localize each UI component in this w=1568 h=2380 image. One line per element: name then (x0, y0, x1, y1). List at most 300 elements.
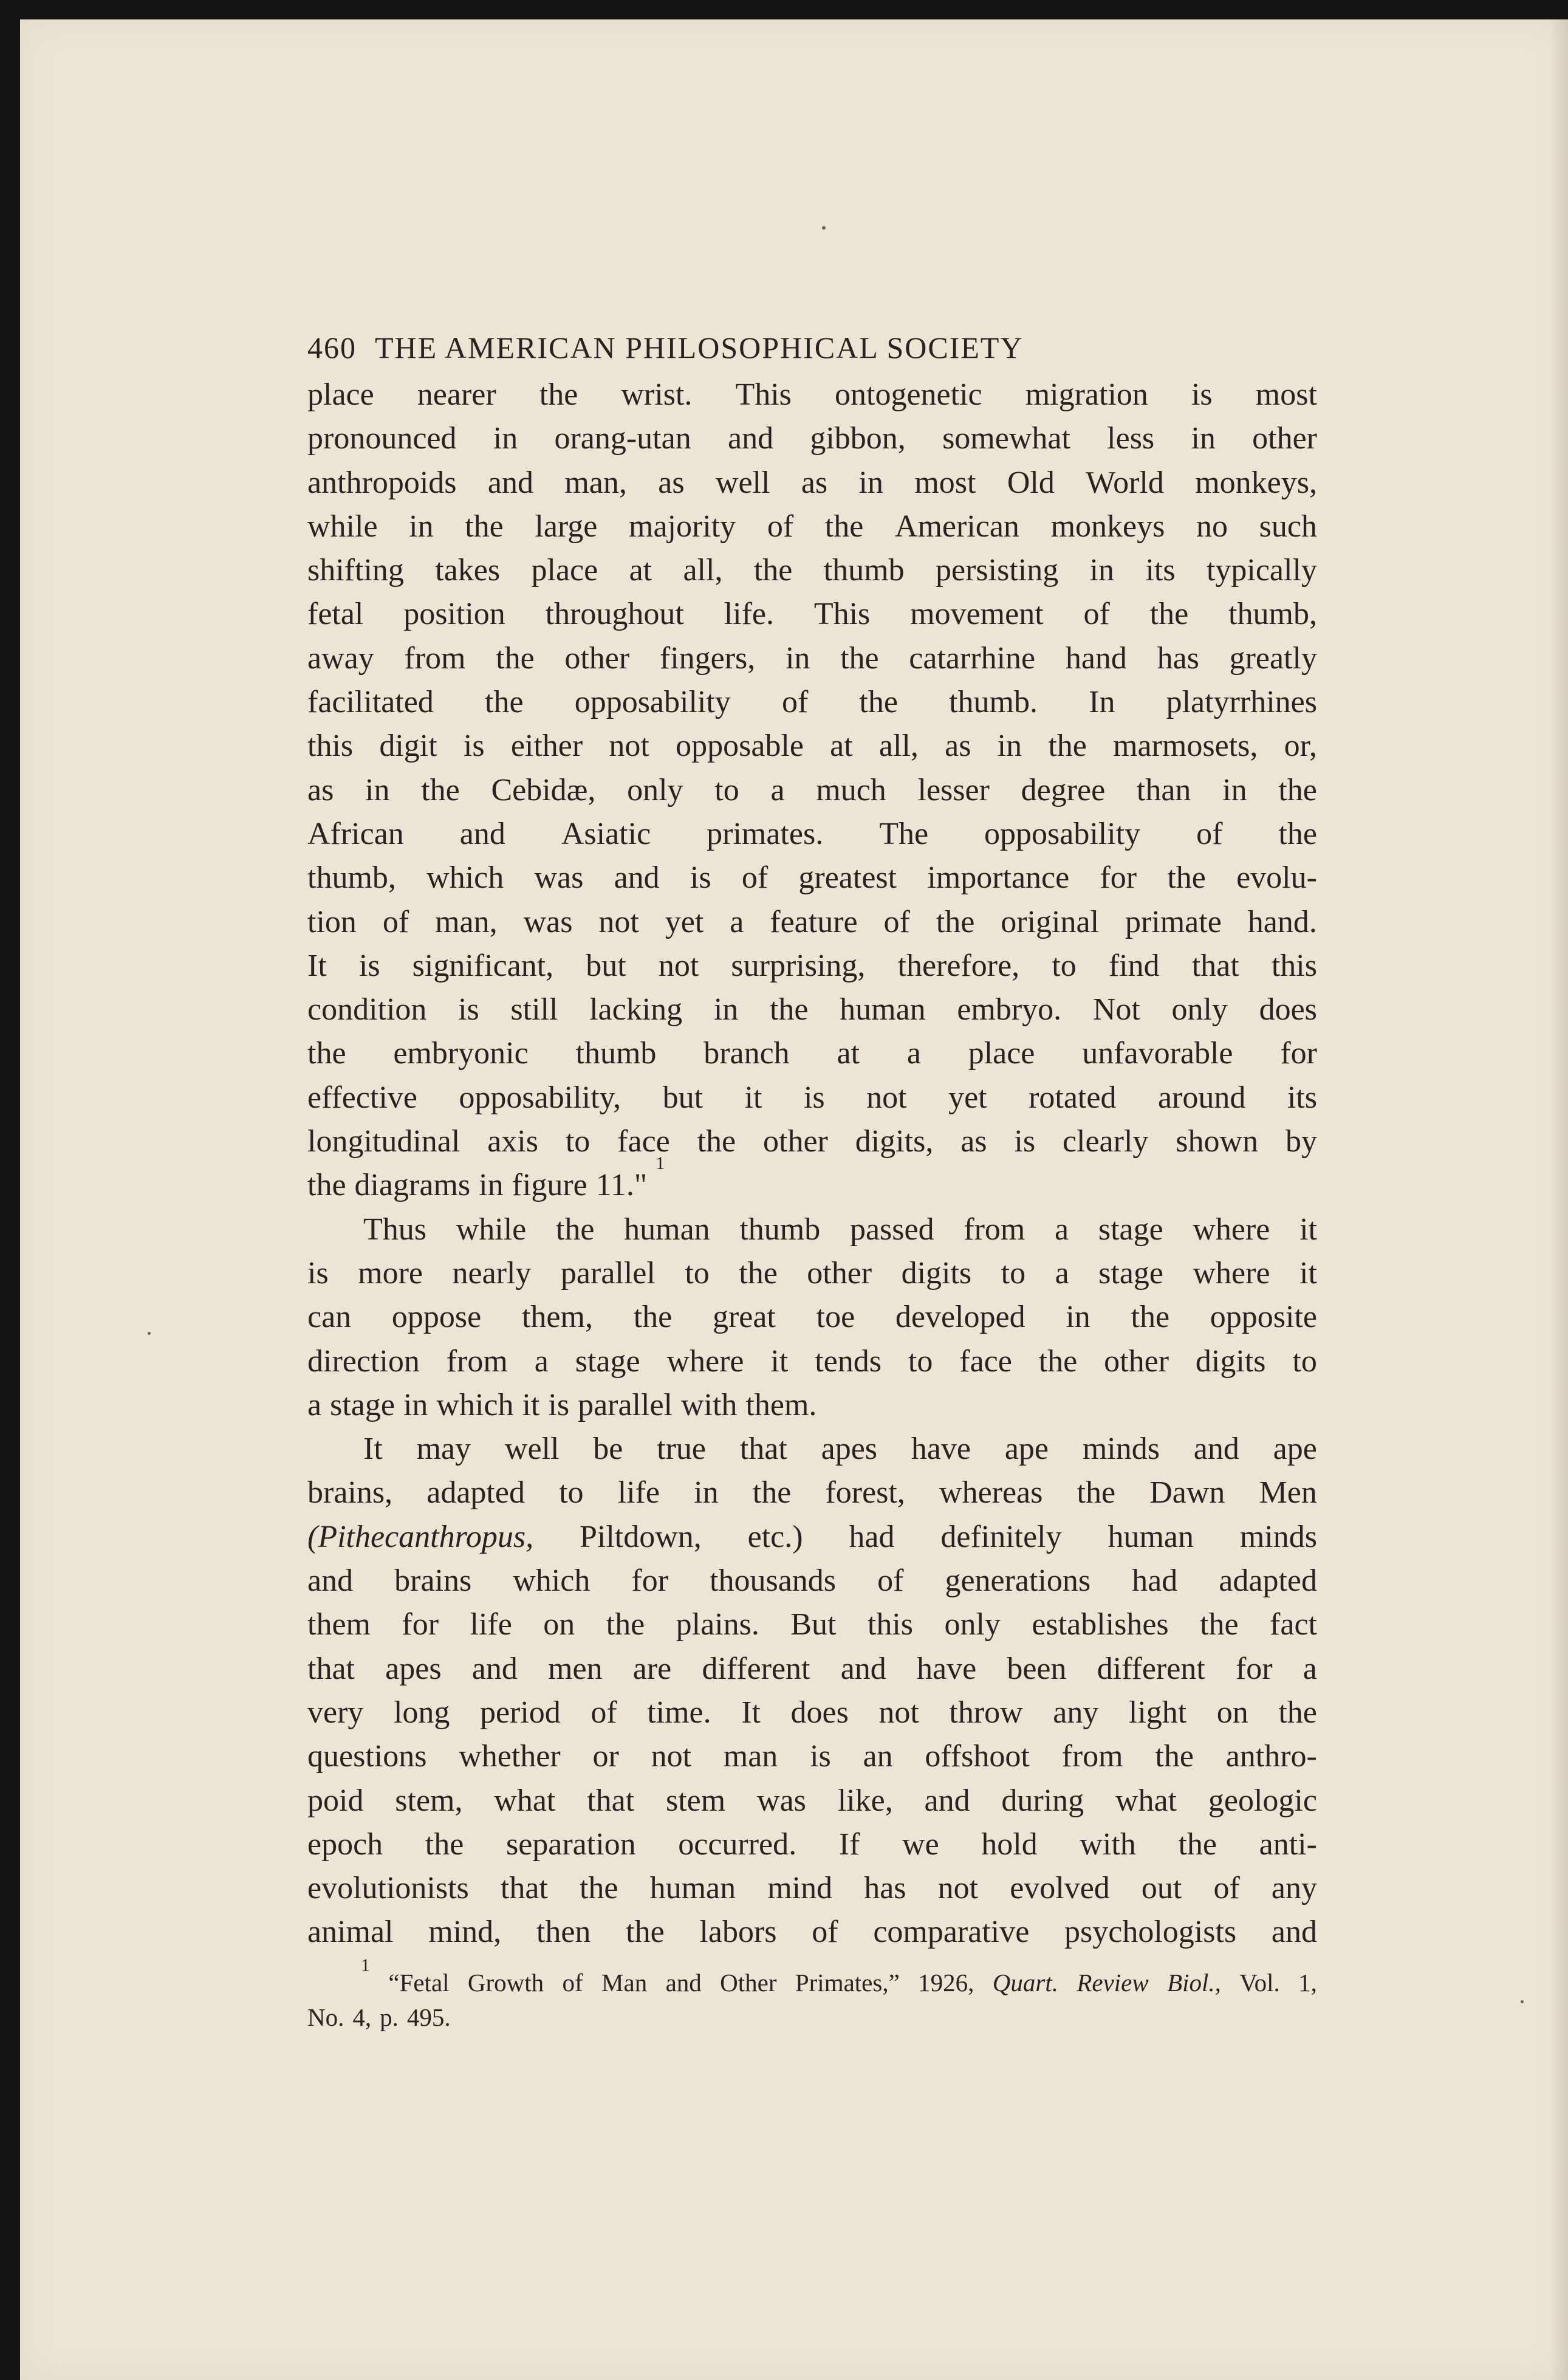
word: most (1255, 377, 1317, 412)
word: poid (307, 1783, 364, 1818)
text-line (307, 1515, 1317, 1559)
italic-word: Biol., (1167, 1968, 1221, 1997)
text-line (307, 1823, 1317, 1867)
word: any (1053, 1695, 1099, 1730)
word: only (627, 772, 683, 808)
text-line (307, 1252, 1317, 1295)
word: orang-utan (554, 421, 691, 456)
word: which (426, 860, 504, 896)
word: in (858, 465, 883, 500)
word: while (307, 509, 378, 544)
word: movement (910, 597, 1044, 632)
word: for (1100, 860, 1137, 896)
word: period (479, 1695, 561, 1730)
word: and (614, 860, 660, 896)
word: of (591, 1695, 617, 1730)
word: Thus (363, 1212, 426, 1247)
word: labors (699, 1915, 777, 1950)
word: with (680, 1387, 738, 1422)
word: and (1193, 1432, 1239, 1467)
word: establishes (1032, 1607, 1169, 1642)
word: facilitated (307, 685, 434, 720)
word: marmosets, (1113, 729, 1258, 764)
word: the (485, 685, 524, 720)
word: and (665, 1968, 702, 1997)
word: only (944, 1607, 1001, 1642)
word: opposite (1210, 1300, 1317, 1335)
word: for (1235, 1651, 1273, 1686)
word: 495. (406, 2003, 451, 2031)
word: position (403, 597, 505, 632)
word: the (1178, 1826, 1217, 1862)
word: in (1191, 421, 1216, 456)
footnote-number: 1 (361, 1955, 370, 1975)
text-block (307, 328, 1317, 2035)
word: this (867, 1607, 914, 1642)
footnote-line (307, 1955, 1317, 2000)
word: human (840, 992, 926, 1027)
word: digits (1195, 1343, 1266, 1379)
word: Growth (467, 1968, 544, 1997)
text-line (307, 1153, 1317, 1207)
word: platyrrhines (1166, 685, 1317, 720)
word: other (1252, 421, 1317, 456)
word: evolved (1010, 1871, 1110, 1906)
text-line (307, 1735, 1317, 1778)
word: unfavorable (1082, 1036, 1233, 1071)
word: stem (666, 1783, 726, 1818)
body-text (307, 373, 1317, 1955)
word: then (536, 1915, 591, 1950)
word: much (816, 772, 886, 808)
word: in (1066, 1300, 1090, 1335)
word: in (713, 992, 739, 1027)
word: is (458, 992, 479, 1027)
word: the (753, 553, 793, 588)
word: of (781, 685, 809, 720)
word: It (741, 1695, 761, 1730)
word: its (1287, 1080, 1317, 1115)
word: ape (1273, 1432, 1317, 1467)
word: catarrhine (909, 640, 1036, 676)
word: its (1145, 553, 1176, 588)
word: still (510, 992, 558, 1027)
word: and (840, 1651, 886, 1686)
word: forest, (825, 1475, 905, 1511)
word: plains. (676, 1607, 759, 1642)
word: had (1132, 1563, 1178, 1599)
word: figure (512, 1168, 587, 1203)
word: no (1196, 509, 1228, 544)
word: well (715, 465, 770, 500)
word: is (548, 1387, 570, 1422)
word: fingers, (659, 640, 756, 676)
word: great (712, 1300, 776, 1335)
word: to (1292, 1343, 1317, 1379)
word: Piltdown, (579, 1519, 702, 1554)
word: fetal (307, 597, 364, 632)
footnote-line (307, 2000, 1317, 2035)
word: evolu- (1236, 860, 1317, 896)
word: a (906, 1036, 921, 1071)
word: definitely (940, 1519, 1062, 1554)
word: this (1271, 948, 1317, 983)
word: the (739, 1255, 778, 1291)
word: the (1167, 860, 1206, 896)
text-line (307, 1559, 1317, 1603)
text-line (307, 1076, 1317, 1120)
word: thumb (575, 1036, 657, 1071)
word: thumb, (307, 860, 396, 896)
text-line (307, 1208, 1317, 1252)
word: ape (1004, 1432, 1049, 1467)
word: which (436, 1387, 514, 1422)
word: brains, (307, 1475, 393, 1511)
word: than (1136, 772, 1191, 808)
word: human (624, 1212, 710, 1247)
word: thousands (710, 1563, 837, 1599)
word: Primates,” (795, 1968, 900, 1997)
word: Asiatic (561, 816, 651, 851)
word: geologic (1208, 1783, 1317, 1818)
word: not (598, 904, 639, 939)
word: not (866, 1080, 907, 1115)
word: the (579, 1871, 618, 1906)
word: is (803, 1080, 825, 1115)
word: is (463, 729, 485, 764)
text-line (307, 1427, 1317, 1471)
word: 1, (1298, 1968, 1317, 1997)
word: that (307, 1651, 355, 1686)
word: away (307, 640, 374, 676)
word: opposability, (459, 1080, 621, 1115)
word: Cebidæ, (491, 772, 596, 808)
word: throughout (545, 597, 684, 632)
word: man, (435, 904, 498, 939)
word: which (513, 1563, 591, 1599)
word: the (425, 1826, 464, 1862)
word: the (1149, 597, 1189, 632)
word: greatly (1229, 640, 1317, 676)
word: toe (816, 1300, 855, 1335)
word: from (1061, 1739, 1123, 1774)
word: shifting (307, 553, 404, 588)
word: longitudinal (307, 1124, 460, 1159)
word: and (924, 1783, 970, 1818)
word: monkeys (1050, 509, 1165, 544)
word: lesser (917, 772, 990, 808)
word: not (651, 1739, 692, 1774)
word: nearly (452, 1255, 532, 1291)
text-line (307, 373, 1317, 417)
word: of (382, 904, 409, 939)
word: parallel (560, 1255, 656, 1291)
word: the (936, 904, 975, 939)
word: on (543, 1607, 575, 1642)
word: apes (821, 1432, 878, 1467)
footnote-marker: 1 (656, 1153, 665, 1174)
word: Not (1092, 992, 1140, 1027)
word: fact (1270, 1607, 1317, 1642)
word: either (510, 729, 583, 764)
word: is (810, 1739, 831, 1774)
word: can (307, 1300, 352, 1335)
word: only (1171, 992, 1228, 1027)
text-line (307, 724, 1317, 768)
word: wrist. (621, 377, 693, 412)
word: the (840, 640, 879, 676)
word: the (539, 377, 578, 412)
word: to (908, 1343, 933, 1379)
word: adapted (426, 1475, 525, 1511)
word: from (446, 1343, 508, 1379)
word: a (770, 772, 785, 808)
word: It (363, 1432, 383, 1467)
word: tends (815, 1343, 882, 1379)
word: them (307, 1607, 371, 1642)
word: have (911, 1432, 971, 1467)
word: primate (1125, 904, 1222, 939)
word: stage (1098, 1255, 1164, 1291)
word: and (459, 816, 505, 851)
text-line (307, 417, 1317, 461)
word: throw (949, 1695, 1023, 1730)
word: condition (307, 992, 427, 1027)
word: the (465, 509, 504, 544)
word: the (1278, 772, 1317, 808)
word: the (859, 685, 898, 720)
word: in (694, 1475, 719, 1511)
word: it (770, 1343, 789, 1379)
word: gibbon, (810, 421, 906, 456)
word: It (307, 948, 327, 983)
word: are (632, 1651, 672, 1686)
text-line (307, 1691, 1317, 1735)
word: questions (307, 1739, 427, 1774)
text-line (307, 1471, 1317, 1515)
word: axis (487, 1124, 538, 1159)
word: all, (878, 729, 919, 764)
word: not (658, 948, 699, 983)
word: thumb (739, 1212, 821, 1247)
word: stage (330, 1387, 395, 1422)
word: Other (720, 1968, 777, 1997)
word: where (1193, 1212, 1270, 1247)
word: human (649, 1871, 736, 1906)
word: what (1115, 1783, 1177, 1818)
word: face (959, 1343, 1012, 1379)
word: of (877, 1563, 904, 1599)
word: different (702, 1651, 810, 1686)
word: where (1193, 1255, 1270, 1291)
word: and (1271, 1915, 1317, 1950)
word: of (1196, 816, 1223, 851)
word: but (586, 948, 626, 983)
word: stage (575, 1343, 640, 1379)
word: p. (380, 2003, 399, 2031)
word: but (662, 1080, 704, 1115)
word: place (968, 1036, 1035, 1071)
word: embryonic (393, 1036, 529, 1071)
paper-speck (148, 1332, 151, 1335)
word: the (1200, 1607, 1239, 1642)
text-line (307, 461, 1317, 505)
word: well (504, 1432, 560, 1467)
word: to (1052, 948, 1077, 983)
word: animal (307, 1915, 394, 1950)
word: on (1216, 1695, 1248, 1730)
word: it (1299, 1212, 1317, 1247)
word: as (801, 465, 828, 500)
word: man, (564, 465, 627, 500)
word: the (496, 640, 535, 676)
word: at (837, 1036, 860, 1071)
word: other (807, 1255, 872, 1291)
text-line (307, 988, 1317, 1032)
paper-speck (1521, 2000, 1524, 2003)
word: evolutionists (307, 1871, 469, 1906)
text-line (307, 1910, 1317, 1954)
word: where (666, 1343, 744, 1379)
word: in (997, 729, 1022, 764)
word: for (631, 1563, 669, 1599)
word: time. (647, 1695, 711, 1730)
word: the (606, 1607, 645, 1642)
text-line (307, 1032, 1317, 1075)
page-number: 460 (307, 331, 357, 365)
italic-word: Review (1077, 1968, 1149, 1997)
word: from (404, 640, 466, 676)
word: very (307, 1695, 364, 1730)
word: hand. (1247, 904, 1317, 939)
word: we (902, 1826, 939, 1862)
word: the (307, 1036, 346, 1071)
word: in (785, 640, 810, 676)
word: other (1104, 1343, 1169, 1379)
word: brains (394, 1563, 472, 1599)
word: and (307, 1563, 354, 1599)
word: primates. (707, 816, 824, 851)
word: somewhat (942, 421, 1070, 456)
text-line (307, 505, 1317, 549)
word: at (629, 553, 652, 588)
word: American (894, 509, 1019, 544)
word: of (741, 860, 769, 896)
word: find (1108, 948, 1160, 983)
word: of (1083, 597, 1110, 632)
word: lacking (589, 992, 683, 1027)
word: in (479, 1168, 504, 1203)
word: be (593, 1432, 623, 1467)
word: of (812, 1915, 838, 1950)
word: and (727, 421, 774, 456)
word: the (626, 1915, 665, 1950)
word: yet (665, 904, 704, 939)
word: them, (521, 1300, 593, 1335)
text-line (307, 1120, 1317, 1164)
word: African (307, 816, 404, 851)
word: opposability (984, 816, 1141, 851)
word: offshoot (925, 1739, 1030, 1774)
word: ontogenetic (835, 377, 982, 412)
word: importance (927, 860, 1070, 896)
word: the (1278, 816, 1317, 851)
text-line (307, 769, 1317, 812)
word: rotated (1029, 1080, 1117, 1115)
word: World (1086, 465, 1164, 500)
word: that (500, 1871, 548, 1906)
word: takes (435, 553, 501, 588)
word: in (409, 509, 434, 544)
running-head (307, 328, 1317, 367)
text-line (307, 856, 1317, 900)
word: the (555, 1212, 595, 1247)
word: the (633, 1300, 673, 1335)
word: stage (1098, 1212, 1163, 1247)
word: 11." (595, 1168, 648, 1203)
text-line (307, 1647, 1317, 1691)
word: original (1001, 904, 1100, 939)
word: a (1303, 1651, 1317, 1686)
word: clearly (1062, 1124, 1149, 1159)
text-line (307, 637, 1317, 681)
word: and (471, 1651, 518, 1686)
word: for (1280, 1036, 1317, 1071)
word: life (617, 1475, 660, 1511)
word: greatest (798, 860, 897, 896)
word: the (769, 992, 809, 1027)
word: apes (385, 1651, 442, 1686)
word: was (534, 860, 584, 896)
word: is (358, 948, 380, 983)
word: anti- (1259, 1826, 1317, 1862)
word: Old (1007, 465, 1055, 500)
word: is (1014, 1124, 1036, 1159)
word: by (1285, 1124, 1317, 1159)
word: branch (704, 1036, 790, 1071)
word: a (307, 1387, 322, 1422)
word: in (365, 772, 390, 808)
word: in (493, 421, 518, 456)
word: place (531, 553, 598, 588)
word: this (307, 729, 354, 764)
word: Men (1259, 1475, 1317, 1511)
word: the (697, 1124, 736, 1159)
word: had (849, 1519, 895, 1554)
word: 1926, (918, 1968, 974, 1997)
word: hand (1065, 640, 1127, 676)
word: diagrams (354, 1168, 471, 1203)
word: the (1131, 1300, 1170, 1335)
word: direction (307, 1343, 420, 1379)
italic-word: Quart. (992, 1968, 1058, 1997)
text-line (307, 1779, 1317, 1823)
word: adapted (1219, 1563, 1317, 1599)
word: is (1191, 377, 1213, 412)
word: developed (895, 1300, 1025, 1335)
word: of (562, 1968, 583, 1997)
word: a (730, 904, 744, 939)
word: the (1278, 1695, 1317, 1730)
text-line (307, 549, 1317, 592)
italic-word: (Pithecanthropus, (307, 1519, 534, 1554)
word: it (1299, 1255, 1317, 1291)
word: in (1089, 553, 1115, 588)
word: light (1128, 1695, 1187, 1730)
word: as (945, 729, 971, 764)
word: anthropoids (307, 465, 457, 500)
text-line (307, 681, 1317, 724)
